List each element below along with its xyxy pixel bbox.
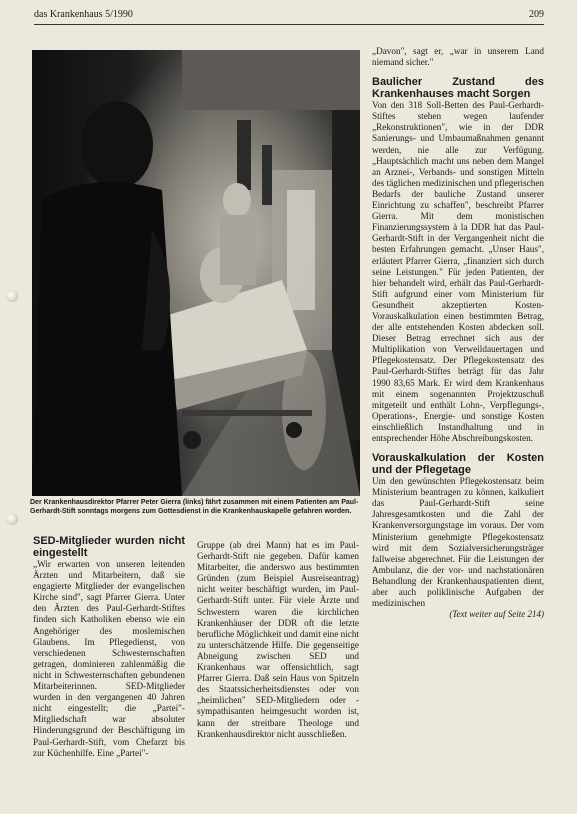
punch-hole (6, 513, 18, 525)
hospital-corridor-photo (32, 50, 360, 496)
section-heading: Baulicher Zustand des Krankenhauses macht Sorgen (372, 76, 544, 101)
photo-caption: Der Krankenhausdirektor Pfarrer Peter Gierra (links) fährt zusammen mit einem Patienten am Paul-Gerhardt-Stift sonntags morgens zum Gottesdienst in die Krankenhauskapelle gefahren worden. (30, 499, 359, 515)
page-number: 209 (529, 9, 544, 20)
column-left (33, 535, 185, 759)
journal-issue: das Krankenhaus 5/1990 (34, 9, 133, 20)
continued-note: (Text weiter auf Seite 214) (449, 609, 544, 620)
column-right (372, 46, 544, 620)
column-middle (197, 540, 359, 740)
page-header (34, 8, 544, 25)
column-text: Von den 318 Soll-Betten des Paul-Gerhardt-Stiftes stehen wegen laufender „Rekonstruktionen", wie in der DDR Sanierungs- und Umbaumaßnahmen genannt werden, nie alle zur Verfügung. „Hauptsächlich macht uns neben dem Mangel an Arznei-, Verbands- und sonstigen Mitteln des täglichen medizinischen und pflegerischen Bedarfs der bauliche Zustand unserer Einrichtung zu schaffen", beschreibt Pfarrer Gierra. Mit dem monistischen Finanzierungssystem à la DDR hat das Paul-Gerhardt-Stift in der Vergangenheit nicht die besten Erfahrungen gemacht. „Unser Haus", erläutert Pfarrer Gierra, „finanziert sich durch seine Leistungen." Für jeden Patienten, der hier behandelt wird, erhält das Paul-Gerhardt-Stift aufgrund einer vom Ministerium für Gesundheit akzeptierten Kosten-Vorauskalkulation einen bestimmten Betrag, der alle entstehenden Kosten abdecken soll. Dieser Betrag errechnet sich aus der Multiplikation von Verweildauertagen und Pflegekostensatz. Der Pflegekostensatz des Paul-Gerhardt-Stiftes beträgt für das Jahr 1990 83,65 Mark. Er wird dem Krankenhaus mit einem sogenannten Projektzuschuß mitgeteilt und enthält Lohn-, Verpflegungs-, Operations-, Energie- und sonstige Kosten einschließlich Instandhaltung und in entsprechender Höhe Abschreibungskosten. (372, 100, 544, 443)
column-text: „Davon", sagt er, „war in unserem Land niemand sicher." (372, 46, 544, 68)
section-heading: Vorauskalkulation der Kosten und der Pflegetage (372, 452, 544, 477)
photo-illustration (32, 50, 360, 496)
section-heading: SED-Mitglieder wurden nicht eingestellt (33, 535, 185, 559)
column-text: „Wir erwarten von unseren leitenden Ärzten und Mitarbeitern, daß sie engagierte Mitglieder der evangelischen Kirche sind", sagt Pfarrer Gierra. Unter den Ärzten des Paul-Gerhardt-Stiftes finden sich Katholiken ebenso wie ein Angehöriger des moslemischen Glaubens. Im Pflegedienst, von verschiedenen Schwesternschaften getragen, dominieren zahlenmäßig die nicht in Schwesternschaften gebundenen Mitarbeiterinnen. SED-Mitglieder wurden in den vergangenen 40 Jahren nicht eingestellt; die „Partei"-Mitgliedschaft war absoluter Hinderungsgrund der Beschäftigung im Paul-Gerhardt-Stift, vom Chefarzt bis zur Küchenhilfe. Eine „Partei"- (33, 559, 185, 758)
column-text: Gruppe (ab drei Mann) hat es im Paul-Gerhardt-Stift nie gegeben. Dafür kamen Mitarbeiter, die anderswo aus bestimmten Gründen (zum Beispiel Ausreiseantrag) nicht weiter beschäftigt wurden, im Paul-Gerhardt-Stift unter. Für viele Ärzte und Schwestern waren die kirchlichen Krankenhäuser der DDR oft die letzte berufliche Möglichkeit und damit eine nicht zu unterschätzende Hilfe. Die gegenseitige Abneigung zwischen SED und Krankenhaus war offensichtlich, sagt Pfarrer Gierra. Daß sein Haus von Spitzeln des Staatssicherheitsdienstes oder von „heimlichen" SED-Mitgliedern oder -sympathisanten heimgesucht worden ist, kann der streitbare Theologe und Krankenhausdirektor nicht ausschließen. (197, 540, 360, 739)
column-text: Um den gewünschten Pflegekostensatz beim Ministerium beantragen zu können, kalkuliert das Paul-Gerhardt-Stift seine Jahresgesamtkosten und die Zahl der Krankenversorgungstage im voraus. Der vom Ministerium genehmigte Pflegekostensatz wird mit dem Sozialversicherungsträger fallweise abgerechnet. Für die Leistungen der Ambulanz, die der vor- und nachstationären Behandlung der Krankenhauspatienten dient, aber auch poliklinische Aufgaben der medizinischen (372, 476, 544, 609)
punch-hole (6, 290, 18, 302)
